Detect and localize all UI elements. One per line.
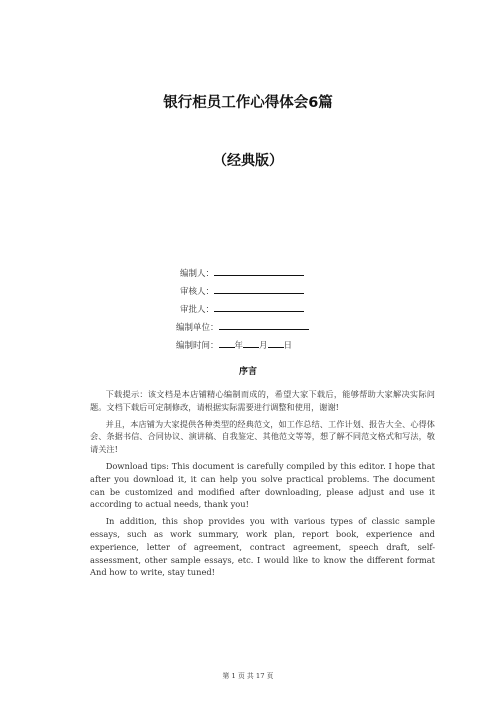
preface-paragraph-4: In addition, this shop provides you with various types of classic sample essays, such as work summary, work plan, report book, experience and experience, letter of agreement, contract agreement, speech draft, self-assessment, other sample essays, etc. I would like to know the different format And how to write, stay tuned! bbox=[90, 516, 435, 578]
meta-day-label: 日 bbox=[283, 341, 293, 351]
meta-approver-label: 审批人： bbox=[180, 305, 215, 315]
meta-day-line bbox=[268, 336, 284, 348]
page-footer: 第 1 页 共 17 页 bbox=[222, 672, 274, 680]
meta-month-label: 月 bbox=[259, 341, 268, 351]
meta-time-row bbox=[176, 336, 309, 354]
document-title: 银行柜员工作心得体会6篇 bbox=[163, 95, 333, 111]
meta-time-label: 编制时间： bbox=[176, 341, 219, 351]
meta-reviewer-row bbox=[180, 282, 309, 300]
preface-body bbox=[90, 388, 435, 583]
document-subtitle: （经典版） bbox=[213, 153, 283, 169]
meta-month-line bbox=[243, 336, 259, 348]
meta-unit-line bbox=[219, 318, 309, 330]
preface-paragraph-2: 并且，本店铺为大家提供各种类型的经典范文，如工作总结、工作计划、报告大全、心得体会、条据书信、合同协议、演讲稿、自我鉴定、其他范文等等，想了解不同范文格式和写法，敬请关注! bbox=[90, 418, 435, 455]
preface-paragraph-3: Download tips: This document is carefully compiled by this editor. I hope that after you download it, it can help you solve practical problems. The document can be customized and modified after downloading, please adjust and use it according to actual needs, thank you! bbox=[90, 460, 435, 510]
meta-editor-label: 编制人： bbox=[180, 269, 215, 279]
document-meta-block bbox=[176, 264, 309, 354]
meta-approver-row bbox=[180, 300, 309, 318]
meta-unit-row bbox=[176, 318, 309, 336]
meta-unit-label: 编制单位： bbox=[176, 323, 219, 333]
meta-year-label: 年 bbox=[234, 341, 244, 351]
meta-editor-line bbox=[214, 264, 304, 276]
meta-year-line bbox=[219, 336, 235, 348]
meta-reviewer-line bbox=[214, 282, 304, 294]
meta-editor-row bbox=[180, 264, 309, 282]
meta-approver-line bbox=[214, 300, 304, 312]
preface-heading: 序言 bbox=[238, 367, 257, 377]
preface-paragraph-1: 下载提示：该文档是本店铺精心编制而成的，希望大家下载后，能够帮助大家解决实际问题。文档下载后可定制修改，请根据实际需要进行调整和使用，谢谢! bbox=[90, 389, 435, 412]
meta-reviewer-label: 审核人： bbox=[180, 287, 215, 297]
